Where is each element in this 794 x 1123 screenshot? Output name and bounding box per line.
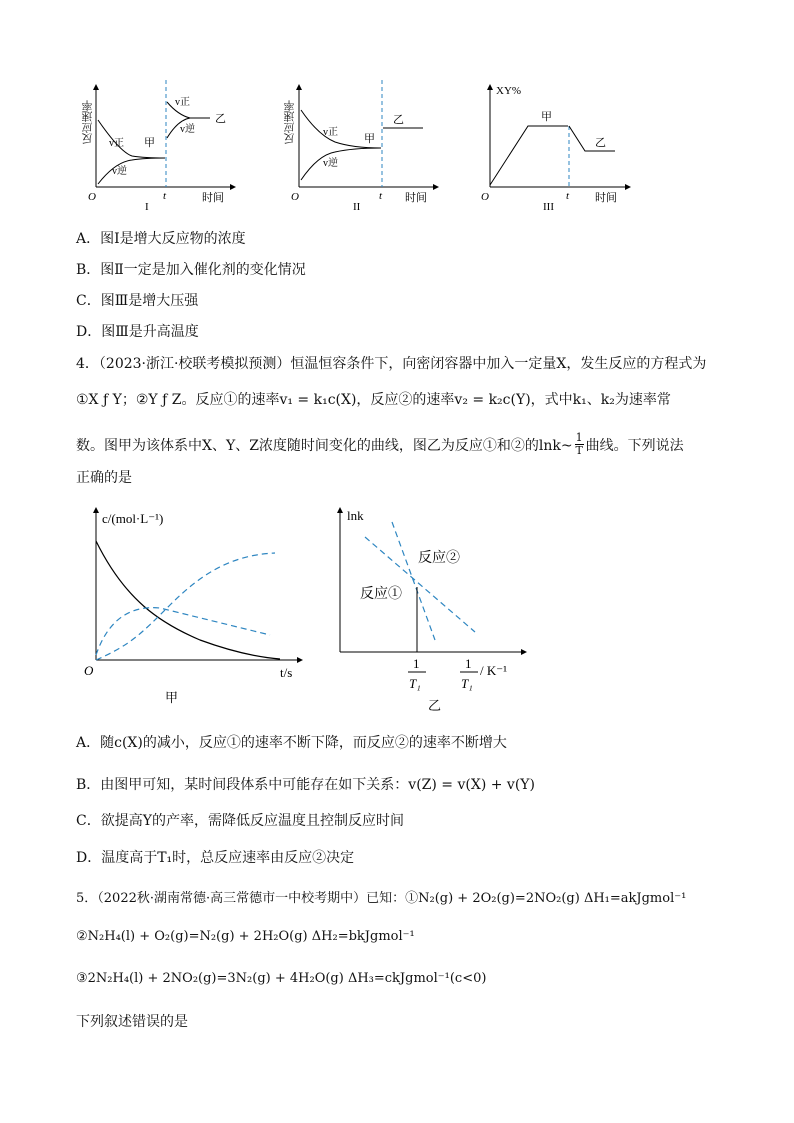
q5-line-3: ③2N₂H₄(l) + 2NO₂(g)=3N₂(g) + 4H₂O(g) ΔH₃=ckJgmol⁻¹(c<0) — [76, 971, 487, 986]
graph2-v-pos: v正 — [323, 127, 338, 138]
q3-option-a: A．图Ⅰ是增大反应物的浓度 — [76, 231, 246, 247]
graph1-caption: I — [145, 201, 149, 213]
graph1-v-pos: v正 — [109, 138, 124, 149]
yi-line — [569, 126, 615, 151]
q4-line-3b: 曲线。下列说法 — [585, 437, 684, 454]
graph2-ylabel: 反应速率 — [283, 100, 296, 144]
graph3-ylabel: XY% — [496, 85, 522, 97]
x-concentration-curve — [96, 541, 280, 659]
z-concentration-curve — [96, 553, 275, 660]
yi-xl-unit: / K⁻¹ — [480, 663, 508, 678]
graph2-t: t — [379, 190, 383, 202]
graph2-v-neg: v逆 — [323, 158, 338, 169]
yi-t1-den: T₁ — [409, 676, 421, 691]
q5-line-4: 下列叙述错误的是 — [76, 1014, 188, 1030]
yi-xl-num: 1 — [465, 656, 472, 671]
q4-option-c: C．欲提高Y的产率，需降低反应温度且控制反应时间 — [76, 813, 404, 829]
q4-option-d: D．温度高于T₁时，总反应速率由反应②决定 — [76, 850, 355, 866]
reverse-curve — [301, 148, 381, 180]
q3-option-d: D．图Ⅲ是升高温度 — [76, 324, 199, 340]
yi-ylabel: lnk — [347, 508, 364, 523]
graph2-yi: 乙 — [393, 114, 404, 126]
graph3-t: t — [566, 190, 570, 202]
graph3-xlabel: 时间 — [595, 192, 617, 204]
graph2-jia: 甲 — [364, 133, 375, 145]
q4-line-4: 正确的是 — [76, 470, 132, 486]
figure-yi — [330, 505, 530, 720]
yi-xl-den: T₁ — [461, 676, 473, 691]
yi-t1-num: 1 — [413, 656, 420, 671]
q3-option-c: C．图Ⅲ是增大压强 — [76, 293, 199, 309]
frac-num: 1 — [575, 431, 583, 444]
jia-ylabel: c/(mol·L⁻¹) — [102, 511, 164, 526]
reverse-curve — [98, 158, 165, 184]
jia-origin: O — [84, 663, 94, 678]
graph2-caption: II — [353, 201, 361, 213]
graph1-t: t — [163, 190, 167, 202]
graph3-jia: 甲 — [541, 111, 552, 123]
frac-den: T — [575, 444, 583, 457]
graph1-v-pos2: v正 — [175, 97, 190, 108]
jia-xlabel: t/s — [280, 665, 293, 680]
q4-line-3 — [76, 432, 684, 457]
graph2-xlabel: 时间 — [405, 192, 427, 204]
graph3-caption: III — [543, 201, 554, 213]
q5-line-2: ②N₂H₄(l) + O₂(g)=N₂(g) + 2H₂O(g) ΔH₂=bkJgmol⁻¹ — [76, 929, 415, 944]
graph3-origin: O — [481, 191, 489, 203]
y-concentration-curve — [96, 608, 270, 655]
xy-percent-line — [490, 126, 568, 185]
graph1-ylabel: 反应速率 — [81, 100, 94, 144]
yi-r2: 反应② — [418, 551, 460, 566]
q4-line-2: ①X ƒ Y；②Y ƒ Z。反应①的速率v₁ = k₁c(X)，反应②的速率v₂ = k₂c(Y)，式中k₁、k₂为速率常 — [76, 392, 671, 408]
graph1-v-neg2: v逆 — [180, 124, 195, 135]
jia-caption: 甲 — [165, 690, 179, 705]
graph-2 — [273, 80, 443, 215]
graph1-v-neg: v逆 — [112, 166, 127, 177]
graph3-yi: 乙 — [595, 137, 606, 149]
graph2-origin: O — [291, 191, 299, 203]
yi-r1: 反应① — [360, 587, 402, 602]
reaction2-line — [392, 522, 435, 640]
q4-option-b: B．由图甲可知，某时间段体系中可能存在如下关系：v(Z) = v(X) + v(Y) — [76, 777, 535, 793]
q3-option-b: B．图Ⅱ一定是加入催化剂的变化情况 — [76, 262, 306, 278]
graph1-origin: O — [88, 191, 96, 203]
graph1-jia: 甲 — [144, 137, 155, 149]
graph1-xlabel: 时间 — [202, 192, 224, 204]
q4-option-a: A．随c(X)的减小，反应①的速率不断下降，而反应②的速率不断增大 — [76, 735, 507, 751]
yi-caption: 乙 — [428, 698, 442, 713]
q4-line-1: 4．（2023·浙江·校联考模拟预测）恒温恒容条件下，向密闭容器中加入一定量X，发生反应的方程式为 — [76, 356, 707, 372]
fraction — [575, 432, 584, 457]
q4-line-3a: 数。图甲为该体系中X、Y、Z浓度随时间变化的曲线，图乙为反应①和②的lnk~ — [76, 437, 573, 454]
q5-line-1: 5．（2022秋·湖南常德·高三常德市一中校考期中）已知：①N₂(g) + 2O₂(g)=2NO₂(g) ΔH₁=akJgmol⁻¹ — [76, 891, 687, 906]
graph-3 — [470, 80, 645, 215]
graph1-yi: 乙 — [215, 113, 226, 125]
figure-jia — [80, 505, 310, 710]
